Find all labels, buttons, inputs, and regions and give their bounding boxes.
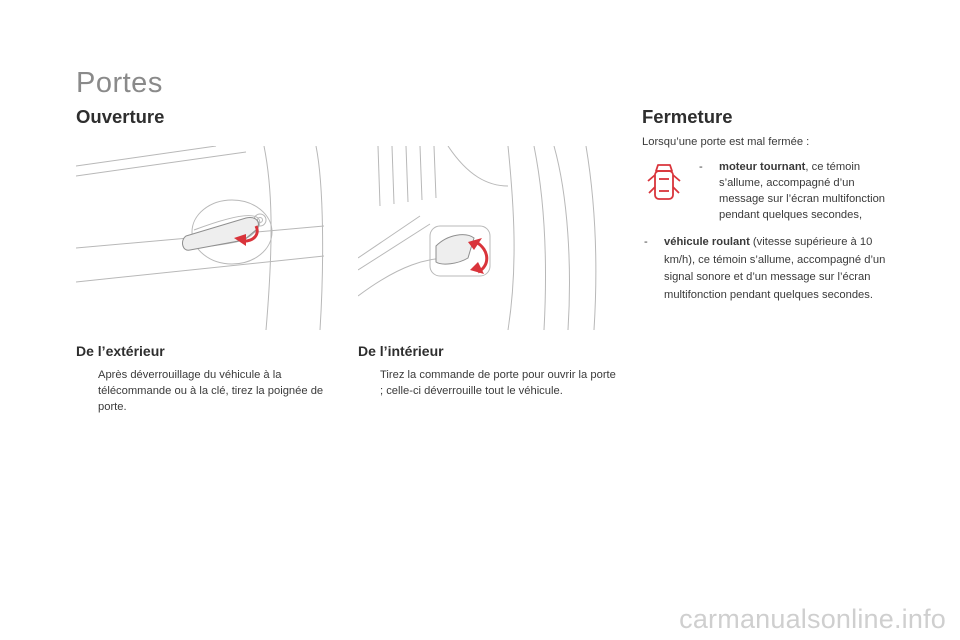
exterior-door-handle-illustration <box>76 146 324 330</box>
door-open-warning-icon <box>646 161 682 210</box>
closing-item-bold: véhicule roulant <box>664 236 750 248</box>
closing-item-rest: (vitesse supérieure à 10 km/h), ce témoin s’allume, accompagné d’un signal sonore et d’un message sur l’écran multifonction pendant quelques secondes. <box>664 236 886 301</box>
dash-marker: - <box>644 236 648 248</box>
page-title: Portes <box>76 67 163 99</box>
closing-intro: Lorsqu’une porte est mal fermée : <box>642 136 810 148</box>
closing-item-text <box>664 234 904 304</box>
closing-item-bold: moteur tournant <box>719 161 806 173</box>
exterior-heading: De l’extérieur <box>76 343 165 359</box>
closing-item-text <box>719 159 899 223</box>
closing-item-rest: , ce témoin s’allume, accompagné d’un message sur l’écran multifonction pendant quelques secondes, <box>719 161 886 221</box>
watermark: carmanualsonline.info <box>679 604 946 634</box>
interior-door-handle-illustration <box>358 146 620 330</box>
dash-marker: - <box>699 161 703 173</box>
section-heading-opening: Ouverture <box>76 106 165 127</box>
exterior-instruction-text: Après déverrouillage du véhicule à la télécommande ou à la clé, tirez la poignée de porte. <box>98 369 324 413</box>
interior-heading: De l’intérieur <box>358 343 444 359</box>
section-heading-closing: Fermeture <box>642 106 733 127</box>
interior-instruction-text: Tirez la commande de porte pour ouvrir la porte ; celle-ci déverrouille tout le véhicule. <box>380 369 616 397</box>
